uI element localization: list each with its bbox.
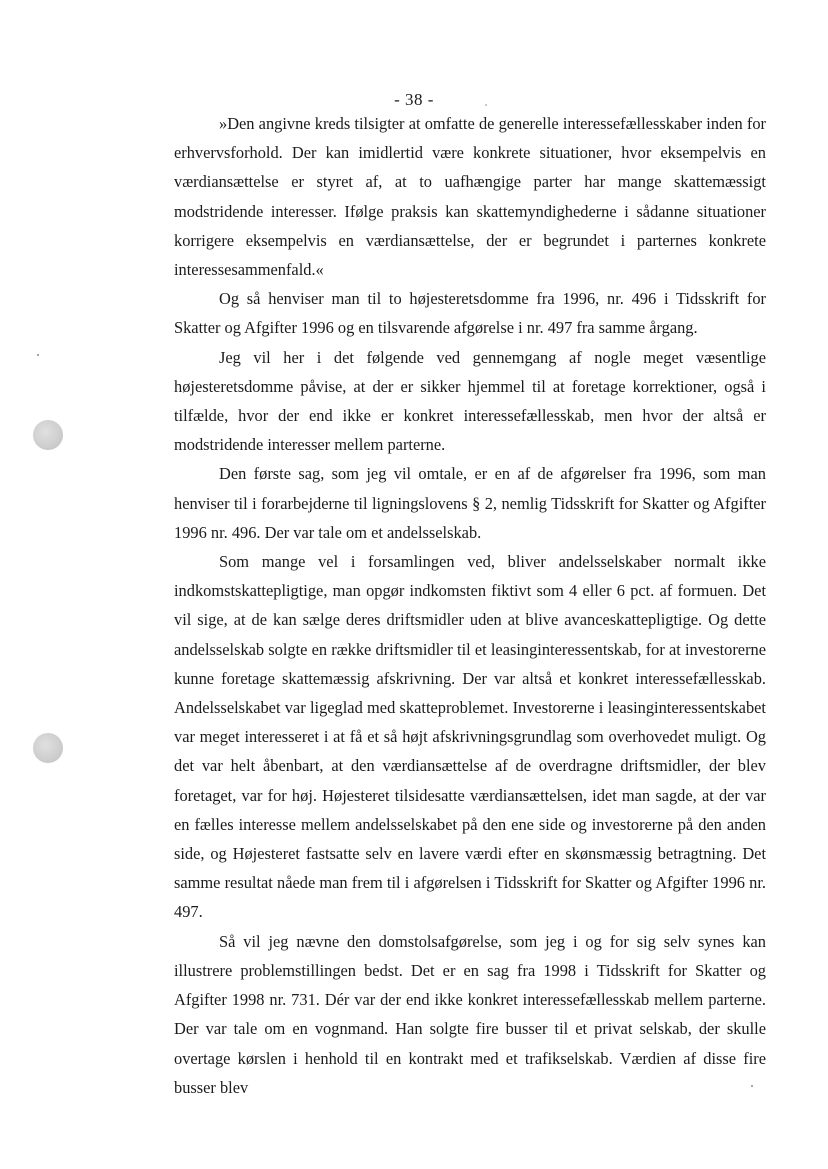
punch-hole-lower bbox=[33, 733, 63, 763]
paragraph-hoejesteretsdomme-reference: Og så henviser man til to højesteretsdomme fra 1996, nr. 496 i Tidsskrift for Skatter og Afgifter 1996 og en tilsvarende afgørelse i nr. 497 fra samme årgang. bbox=[174, 289, 766, 338]
paragraph-foerste-sag: Den første sag, som jeg vil omtale, er en af de afgørelser fra 1996, som man henviser til i forarbejderne til ligningslovens § 2, nemlig Tidsskrift for Skatter og Afgifter 1996 nr. 496. Der var tale om et andelsselskab. bbox=[174, 464, 766, 542]
paragraph-andelsselskab-sag: Som mange vel i forsamlingen ved, bliver andelsselskaber normalt ikke indkomstskattepligtige, man opgør indkomsten fiktivt som 4 eller 6 pct. af formuen. Det vil sige, at de kan sælge deres driftsmidler uden at blive avanceskattepligtige. Og dette andelsselskab solgte en række driftsmidler til et leasinginteressentskab, for at investorerne kunne foretage skattemæssig afskrivning. Der var altså et konkret interessefællesskab. Andelsselskabet var ligeglad med skatteproblemet. Investorerne i leasinginteressentskabet var meget interesseret i at få et så højt afskrivningsgrundlag som overhovedet muligt. Og det var helt åbenbart, at den værdiansættelse af de overdragne driftsmidler, der blev foretaget, var for høj. Højesteret tilsidesatte værdiansættelsen, idet man sagde, at der var en fælles interesse mellem andelsselskabet på den ene side og investorerne på den anden side, og Højesteret fastsatte selv en lavere værdi efter en skønsmæssig betragtning. Det samme resultat nåede man frem til i afgørelsen i Tidsskrift for Skatter og Afgifter 1996 nr. 497. bbox=[174, 552, 766, 922]
scan-speck bbox=[751, 1085, 753, 1087]
scan-speck bbox=[485, 104, 487, 106]
paragraph-vognmand-sag: Så vil jeg nævne den domstolsafgørelse, som jeg i og for sig selv synes kan illustrere problemstillingen bedst. Det er en sag fra 1998 i Tidsskrift for Skatter og Afgifter 1998 nr. 731. Dér var der end ikke konkret interessefællesskab mellem parterne. Der var tale om en vognmand. Han solgte fire busser til et privat selskab, der skulle overtage kørslen i henhold til en kontrakt med et trafikselskab. Værdien af disse fire busser blev bbox=[174, 931, 766, 1097]
body-text bbox=[174, 109, 766, 1102]
scan-speck bbox=[37, 354, 39, 356]
paragraph-korrektioner-hjemmel: Jeg vil her i det følgende ved gennemgang af nogle meget væsentlige højesteretsdomme påvise, at der er sikker hjemmel til at foretage korrektioner, også i tilfælde, hvor der end ikke er konkret interessefællesskab, men hvor der altså er modstridende interesser mellem parterne. bbox=[174, 347, 766, 455]
punch-hole-upper bbox=[33, 420, 63, 450]
page-number: - 38 - bbox=[394, 90, 434, 109]
paragraph-quote-interessefaellesskab: »Den angivne kreds tilsigter at omfatte de generelle interessefællesskaber inden for erhvervsforhold. Der kan imidlertid være konkrete situationer, hvor eksempelvis en værdiansættelse er styret af, at to uafhængige parter har mange skattemæssigt modstridende interesser. Ifølge praksis kan skattemyndighederne i sådanne situationer korrigere eksempelvis en værdiansættelse, der er begrundet i parternes konkrete interessesammenfald.« bbox=[174, 114, 766, 280]
